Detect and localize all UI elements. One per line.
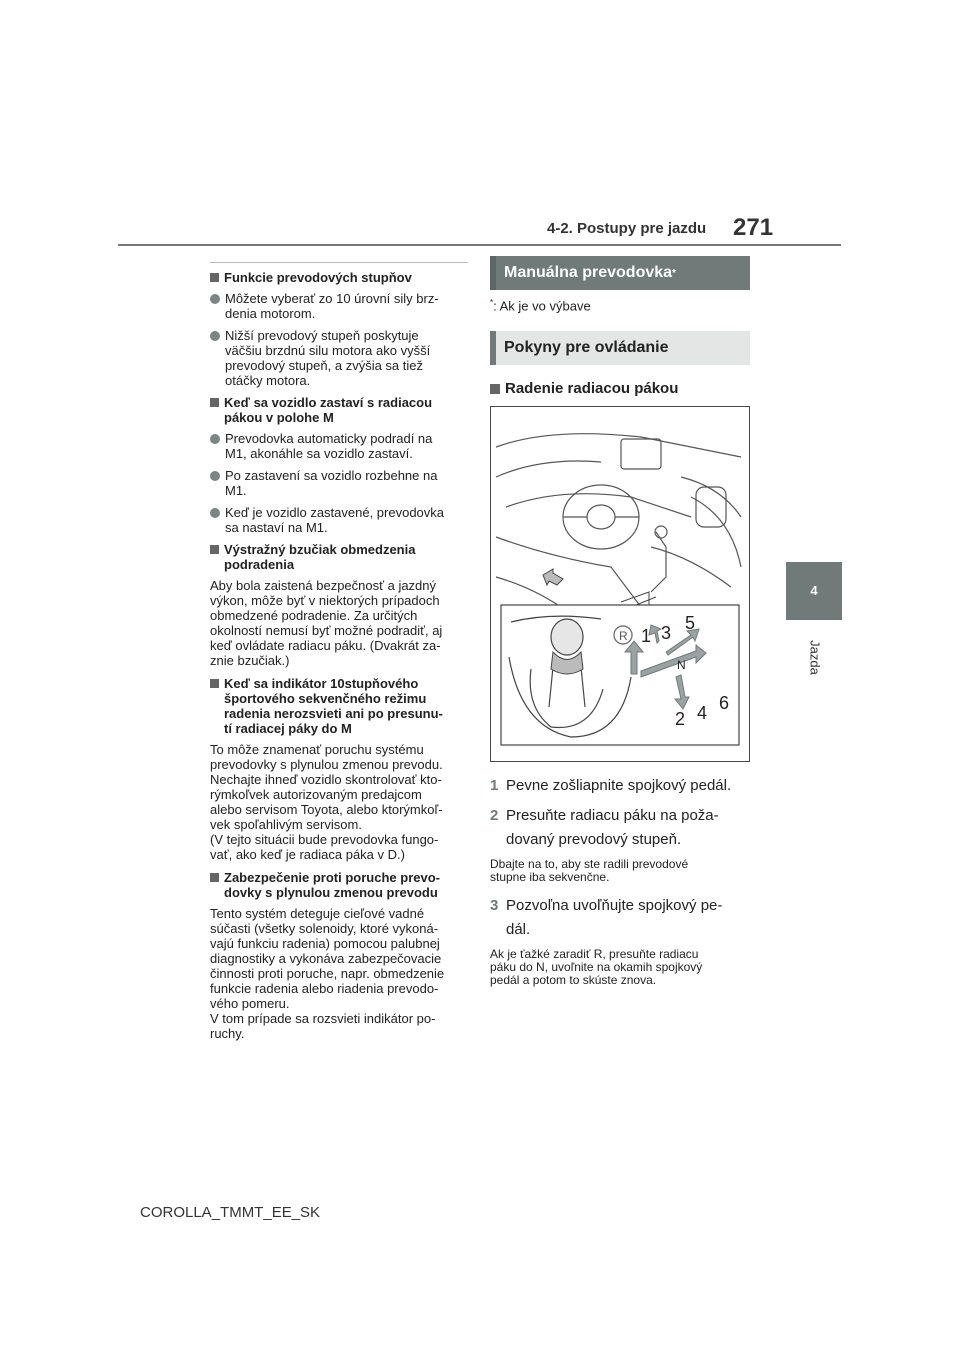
car-interior-illustration — [491, 407, 749, 761]
section-band: Manuálna prevodovka * — [490, 256, 750, 290]
bullet-item: Môžete vyberať zo 10 úrovní sily brz- denia motorom. — [210, 291, 468, 321]
paragraph: Tento systém deteguje cieľové vadné súčasti (všetky solenoidy, ktoré vykoná- vajú funkciu radenia) pomocou palubnej diagnostiky a vykonáva zabezpečovacie činnosti proti poruche, napr. obmedzenie funkcie radenia alebo riadenia prevodo- vého pomeru. V tom prípade sa rozsvieti indikátor po- ruchy. — [210, 906, 445, 1041]
subheading: Keď sa indikátor 10stupňového športového sekvenčného režimu radenia nerozsvieti ani po presunu- tí radiacej páky do M — [210, 676, 468, 736]
chapter-label: Jazda — [807, 640, 823, 675]
bullet-item: Po zastavení sa vozidlo rozbehne na M1. — [210, 468, 468, 498]
divider — [210, 262, 468, 263]
circle-bullet-icon — [210, 294, 220, 304]
paragraph: Aby bola zaistená bezpečnosť a jazdný výkon, môže byť v niektorých prípadoch obmedzené podradenie. Za určitých okolností nemusí byť možné podradiť, aj keď ovládate radiacu páku. (Dvakrát za- znie bzučiak.) — [210, 578, 443, 668]
circle-bullet-icon — [210, 508, 220, 518]
gear-label-4: 4 — [697, 703, 708, 724]
subsection-band: Pokyny pre ovládanie — [490, 331, 750, 365]
gear-label-n: N — [677, 658, 686, 673]
square-bullet-icon — [210, 679, 219, 688]
bullet-item: Keď je vozidlo zastavené, prevodovka sa nastaví na M1. — [210, 505, 468, 535]
bullet-item: Prevodovka automaticky podradí na M1, akonáhle sa vozidlo zastaví. — [210, 431, 468, 461]
page-number: 271 — [733, 214, 774, 241]
chapter-tab: 4 — [786, 562, 842, 620]
gear-label-1: 1 — [641, 626, 652, 647]
subheading: Funkcie prevodových stupňov — [210, 270, 468, 285]
gear-label-5: 5 — [685, 613, 696, 634]
bullet-item: Nižší prevodový stupeň poskytuje väčšiu brzdnú silu motora ako vyšší prevodový stupeň, a zvýšia sa tiež otáčky motora. — [210, 328, 468, 388]
gear-label-3: 3 — [661, 623, 672, 644]
left-column — [210, 262, 468, 1049]
subheading: Zabezpečenie proti poruche prevo- dovky s plynulou zmenou prevodu — [210, 870, 468, 900]
subheading: Výstražný bzučiak obmedzenia podradenia — [210, 542, 468, 572]
shift-lever-illustration — [490, 406, 750, 762]
circle-bullet-icon — [210, 434, 220, 444]
square-bullet-icon — [210, 545, 219, 554]
footer-code: COROLLA_TMMT_EE_SK — [140, 1204, 321, 1221]
section-title: 4-2. Postupy pre jazdu — [547, 220, 707, 237]
square-bullet-icon — [490, 384, 500, 394]
circle-bullet-icon — [210, 471, 220, 481]
footnote: *: Ak je vo výbave — [490, 298, 591, 314]
note: Ak je ťažké zaradiť R, presuňte radiacu páku do N, uvoľnite na okamih spojkový pedál a potom to skúste znova. — [490, 947, 703, 988]
subheading: Keď sa vozidlo zastaví s radiacou pákou v polohe M — [210, 395, 468, 425]
gear-label-r: R — [619, 629, 628, 644]
step-item: 3 Pozvoľna uvoľňujte spojkový pe- dál. — [490, 897, 723, 939]
note: Dbajte na to, aby ste radili prevodové stupne iba sekvenčne. — [490, 857, 689, 885]
step-item: 2 Presuňte radiacu páku na poža- dovaný prevodový stupeň. — [490, 807, 719, 849]
gear-label-2: 2 — [675, 709, 686, 730]
subheading: Radenie radiacou pákou — [490, 381, 750, 396]
gear-label-6: 6 — [719, 693, 730, 714]
square-bullet-icon — [210, 398, 219, 407]
header-rule — [118, 244, 841, 246]
square-bullet-icon — [210, 873, 219, 882]
square-bullet-icon — [210, 273, 219, 282]
circle-bullet-icon — [210, 331, 220, 341]
right-column — [490, 256, 750, 997]
paragraph: To môže znamenať poruchu systému prevodovky s plynulou zmenou prevodu. Nechajte ihneď vozidlo skontrolovať kto- rýmkoľvek autorizovaným predajcom alebo servisom Toyota, alebo ktorýmkoľ- vek spoľahlivým servisom. (V tejto situácii bude prevodovka fungo- vať, ako keď je radiaca páka v D.) — [210, 742, 443, 862]
step-item: 1 Pevne zošliapnite spojkový pedál. — [490, 777, 732, 795]
